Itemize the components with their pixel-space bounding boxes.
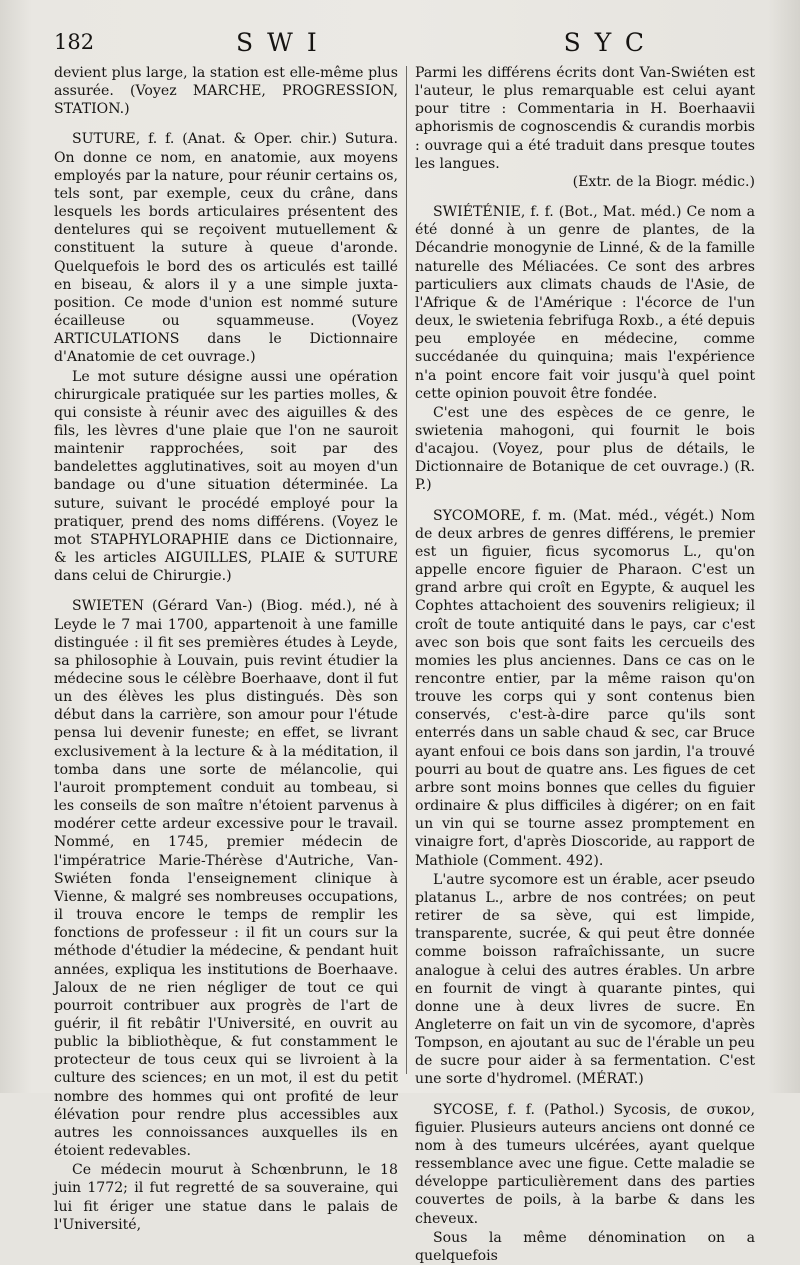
- left-running-head: SWI: [236, 28, 331, 57]
- paragraph-continuation: devient plus large, la station est elle-même plus assurée. (Voyez MARCHE, PROGRESSION, STATION.): [54, 65, 398, 118]
- page-number: 182: [54, 30, 95, 54]
- entry-swietenie: SWIÉTÉNIE, f. f. (Bot., Mat. méd.) Ce nom a été donné à un genre de plantes, de la Décandrie monogynie de Linné, & de la famille naturelle des Méliacées. Ce sont des arbres particuliers aux climats chauds de l'Asie, de l'Afrique & de l'Amérique : l'écorce de l'un deux, le swietenia febrifuga Roxb., a été depuis peu employée en médecine, comme succédanée du quinquina; mais l'expérience n'a point encore fait voir jusqu'à quel point cette opinion pouvoit être fondée.: [415, 204, 755, 402]
- entry-suture: SUTURE, f. f. (Anat. & Oper. chir.) Sutura. On donne ce nom, en anatomie, aux moyens employés par la nature, pour réunir certains os, tels sont, par exemple, ceux du crâne, dans lesquels les bords articulaires présentent des dentelures qui se reçoivent mutuellement & constituent la suture à queue d'aronde. Quelquefois le bord des os articulés est taillé en biseau, & alors il y a une simple juxta-position. Ce mode d'union est nommé suture écailleuse ou squammeuse. (Voyez ARTICULATIONS dans le Dictionnaire d'Anatomie de cet ouvrage.): [54, 131, 398, 366]
- left-column: [54, 64, 398, 1233]
- paragraph-swietenia-mahogoni: C'est une des espèces de ce genre, le swietenia mahogoni, qui fournit le bois d'acajou. (Voyez, pour plus de détails, le Dictionnaire de Botanique de cet ouvrage.) (R. P.): [415, 404, 755, 494]
- column-divider: [406, 66, 407, 1074]
- paragraph-sycomore-erable: L'autre sycomore est un érable, acer pseudo platanus L., arbre de nos contrées; on peut retirer de sa sève, qui est limpide, transparente, sucrée, & qui peut être donnée comme boisson rafraîchissante, un sucre analogue à celui des autres érables. Un arbre en fournit de vingt à quarante pintes, qui donne une à deux livres de sucre. En Angleterre on fait un vin de sycomore, d'après Tompson, en ajoutant au suc de l'érable un peu de sucre pour aider à sa fermentation. C'est une sorte d'hydromel. (MÉRAT.): [415, 871, 755, 1088]
- entry-swieten: SWIETEN (Gérard Van-) (Biog. méd.), né à Leyde le 7 mai 1700, appartenoit à une famille distinguée : il fit ses premières études à Leyde, sa philosophie à Louvain, puis revint étudier la médecine sous le célèbre Boerhaave, dont il fut un des élèves les plus distingués. Dès son début dans la carrière, son amour pour l'étude pensa lui devenir funeste; en effet, se livrant exclusivement à la lecture & à la méditation, il tomba dans une sorte de mélancolie, qui l'auroit promptement conduit au tombeau, si les conseils de son maître n'étoient parvenus à modérer cette ardeur excessive pour le travail. Nommé, en 1745, premier médecin de l'impératrice Marie-Thérèse d'Autriche, Van-Swiéten fonda l'enseignement clinique à Vienne, & malgré ses nombreuses occupations, il trouva encore le temps de remplir les fonctions de professeur : il fit un cours sur la méthode d'étudier la médecine, & pendant huit années, expliqua les institutions de Boerhaave. Jaloux de ne rien négliger de tout ce qui pourroit contribuer aux progrès de l'art de guérir, il fit rebâtir l'Université, en ouvrit au public la bibliothèque, & fut constamment le protecteur de tous ceux qui se livroient à la culture des sciences; en un mot, il est du petit nombre des hommes qui ont profité de leur élévation pour rendre plus accessibles aux autres les connoissances auxquelles ils en étoient redevables.: [54, 598, 398, 1160]
- paragraph-suture-operation: Le mot suture désigne aussi une opération chirurgicale pratiquée sur les parties molles, & qui consiste à réunir avec des aiguilles & des fils, les lèvres d'une plaie que l'on ne sauroit maintenir rapprochées, soit par des bandelettes agglutinatives, soit au moyen d'un bandage ou d'une situation déterminée. La suture, suivant le procédé employé pour la pratiquer, prend des noms différens. (Voyez le mot STAPHYLORAPHIE dans ce Dictionnaire, & les articles AIGUILLES, PLAIE & SUTURE dans celui de Chirurgie.): [54, 368, 398, 585]
- entry-sycomore: SYCOMORE, f. m. (Mat. méd., végét.) Nom de deux arbres de genres différens, le premier est un figuier, ficus sycomorus L., qu'on appelle encore figuier de Pharaon. C'est un grand arbre qui croît en Egypte, & auquel les Cophtes attachoient des souvenirs religieux; il croît de toute antiquité dans le pays, car c'est avec son bois que sont faits les cercueils des momies les plus anciennes. Dans ce cas on le rencontre entier, par la même raison qu'on trouve les corps qui y sont contenus bien conservés, c'est-à-dire parce qu'ils sont enterrés dans un sable chaud & sec, car Bruce ayant enfoui ce bois dans son jardin, l'a trouvé pourri au bout de quatre ans. Les figues de cet arbre sont moins bonnes que celles du figuier ordinaire & plus difficiles à digérer; on en fait un vin qui se tourne assez promptement en vinaigre fort, d'après Dioscoride, au rapport de Mathiole (Comment. 492).: [415, 507, 755, 869]
- page-header: [48, 28, 766, 62]
- paragraph-swieten-writings: Parmi les différens écrits dont Van-Swiéten est l'auteur, le plus remarquable est celui ayant pour titre : Commentaria in H. Boerhaavii aphorismis de cognoscendis & curandis morbis : ouvrage qui a été traduit dans presque toutes les langues.: [415, 65, 755, 172]
- right-running-head: SYC: [563, 28, 658, 57]
- right-column: [415, 64, 755, 1264]
- paragraph-sycose-continuation: Sous la même dénomination on a quelquefois: [415, 1229, 755, 1264]
- entry-sycose: SYCOSE, f. f. (Pathol.) Sycosis, de συκον, figuier. Plusieurs auteurs anciens ont donné ce nom à des tumeurs ulcérées, ayant quelque ressemblance avec une figue. Cette maladie se développe particulièrement dans des parties couvertes de poils, à la barbe & dans les cheveux.: [415, 1101, 755, 1227]
- source-credit: (Extr. de la Biogr. médic.): [572, 173, 755, 190]
- paragraph-swieten-death: Ce médecin mourut à Schœnbrunn, le 18 juin 1772; il fut regretté de sa souveraine, qui lui fit ériger une statue dans le palais de l'Université,: [54, 1162, 398, 1233]
